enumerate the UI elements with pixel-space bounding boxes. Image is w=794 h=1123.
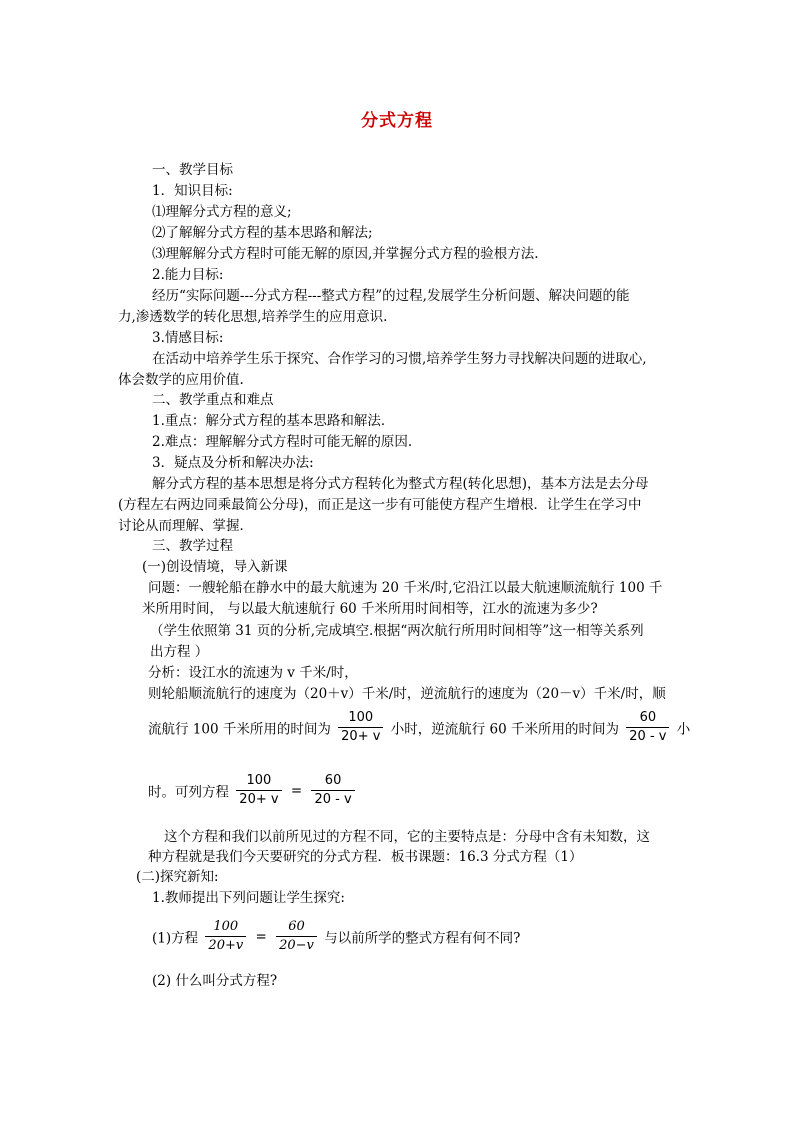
subsection-heading: 1．知识目标: (152, 183, 233, 199)
fraction-numerator: 100 (338, 709, 383, 728)
fraction (338, 709, 383, 746)
text-line: 2.难点：理解解分式方程时可能无解的原因. (152, 434, 413, 450)
fraction-numerator: 100 (205, 918, 246, 937)
equation-line (148, 709, 690, 746)
fraction-numerator: 60 (311, 772, 354, 791)
text-segment: (1)方程 (152, 930, 199, 947)
fraction (236, 772, 281, 809)
text-line: 分析：设江水的流速为 v 千米/时， (148, 665, 358, 681)
subsection-heading: 2.能力目标: (152, 267, 224, 283)
page-title: 分式方程 (361, 111, 433, 131)
fraction-denominator: 20 - v (629, 729, 667, 744)
text-line: 出方程 ） (150, 644, 209, 660)
text-line: 种方程就是我们今天要研究的分式方程．板书课题：16.3 分式方程（1） (148, 849, 583, 865)
fraction (276, 918, 317, 955)
text-line: ⑶理解解分式方程时可能无解的原因,并掌握分式方程的验根方法. (152, 246, 539, 262)
text-line: （学生依照第 31 页的分析,完成填空.根据“两次航行所用时间相等”这一相等关系列 (150, 623, 644, 639)
text-line: 则轮船顺流航行的速度为（20＋v）千米/时，逆流航行的速度为（20－v）千米/时，顺 (148, 686, 666, 702)
equals-sign: = (290, 782, 303, 799)
text-segment: 小 (676, 721, 691, 738)
equation-line (152, 918, 520, 955)
fraction-denominator: 20+v (208, 938, 244, 953)
text-line: (2) 什么叫分式方程? (152, 973, 278, 989)
text-line: 体会数学的应用价值. (118, 372, 244, 388)
text-line: 问题：一艘轮船在静水中的最大航速为 20 千米/时,它沿江以最大航速顺流航行 100 千 (148, 580, 663, 596)
text-segment: 小时，逆流航行 60 千米所用的时间为 (390, 721, 619, 738)
fraction-numerator: 60 (626, 709, 669, 728)
equals-sign: = (255, 928, 267, 945)
text-line: 讨论从而理解、掌握． (118, 518, 253, 534)
equation-line (148, 772, 358, 809)
section-heading: 一、教学目标 (152, 162, 233, 178)
text-line: 解分式方程的基本思想是将分式方程转化为整式方程(转化思想)，基本方法是去分母 (152, 476, 649, 492)
text-segment: 流航行 100 千米所用的时间为 (148, 721, 331, 738)
fraction-denominator: 20−v (279, 938, 314, 953)
text-line: ⑴理解分式方程的意义; (152, 204, 292, 220)
fraction (311, 772, 354, 809)
text-line: 1.重点：解分式方程的基本思路和解法． (152, 413, 395, 429)
fraction-numerator: 60 (276, 918, 317, 937)
text-line: 1.教师提出下列问题让学生探究: (152, 890, 345, 906)
subsection-heading: (一)创设情境，导入新课 (142, 559, 288, 575)
fraction-denominator: 20+ v (239, 792, 279, 807)
fraction-numerator: 100 (236, 772, 281, 791)
fraction-denominator: 20 - v (314, 792, 352, 807)
text-line: 米所用时间， 与以最大航速航行 60 千米所用时间相等，江水的流速为多少? (142, 601, 598, 617)
subsection-heading: (二)探究新知: (136, 869, 219, 885)
text-segment: 与以前所学的整式方程有何不同? (324, 930, 521, 947)
text-line: 力,渗透数学的转化思想,培养学生的应用意识. (118, 309, 388, 325)
text-line: 在活动中培养学生乐于探究、合作学习的习惯,培养学生努力寻找解决问题的进取心, (152, 351, 647, 367)
subsection-heading: 3.情感目标: (152, 330, 224, 346)
section-heading: 三、教学过程 (152, 538, 233, 554)
fraction (626, 709, 669, 746)
text-segment: 时。可列方程 (148, 784, 229, 801)
text-line: ⑵了解解分式方程的基本思路和解法; (152, 225, 373, 241)
text-line: (方程左右两边同乘最简公分母)，而正是这一步有可能使方程产生增根．让学生在学习中 (118, 497, 642, 513)
text-line: 经历“实际问题---分式方程---整式方程”的过程,发展学生分析问题、解决问题的能 (152, 288, 630, 304)
subsection-heading: 3．疑点及分析和解决办法: (152, 455, 314, 471)
fraction (205, 918, 246, 955)
section-heading: 二、教学重点和难点 (152, 392, 274, 408)
text-line: 这个方程和我们以前所见过的方程不同，它的主要特点是：分母中含有未知数，这 (164, 829, 650, 845)
fraction-denominator: 20+ v (341, 729, 381, 744)
